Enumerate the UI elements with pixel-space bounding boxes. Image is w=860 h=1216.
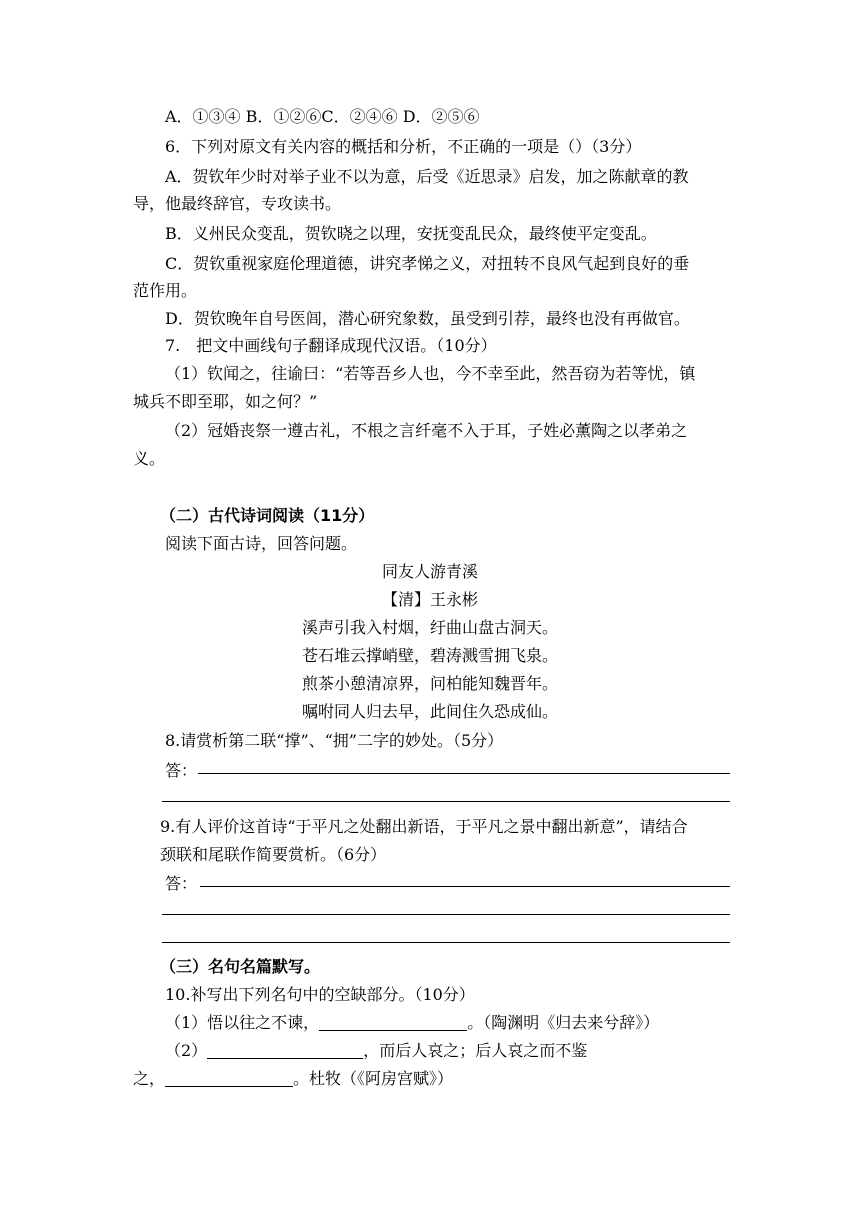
poem-line: 煎茶小憩清凉界，问柏能知魏晋年。 <box>301 674 558 693</box>
fill-blank[interactable] <box>319 1014 467 1031</box>
fill-blank[interactable] <box>207 1042 363 1059</box>
q6-stem: 6．下列对原文有关内容的概括和分析，不正确的一项是（）（3分） <box>165 137 642 156</box>
q8-answer-line[interactable] <box>162 801 730 802</box>
q6-option-a: A．贺钦年少时对举子业不以为意，后受《近思录》启发，加之陈献章的教 <box>165 167 689 186</box>
q6-option-c-cont: 范作用。 <box>133 281 198 300</box>
q5-options: A．①③④ B．①②⑥C．②④⑥ D．②⑤⑥ <box>165 107 480 126</box>
q7-stem: 7. 把文中画线句子翻译成现代汉语。（10分） <box>165 336 497 355</box>
poem-title: 同友人游青溪 <box>381 562 478 581</box>
q9-answer-line[interactable] <box>200 886 730 887</box>
section-2-heading: （二）古代诗词阅读（11分） <box>160 506 375 525</box>
q9-answer-label: 答： <box>165 874 198 893</box>
q8-stem: 8.请赏析第二联“撑”、“拥”二字的妙处。（5分） <box>165 731 504 750</box>
q9-answer-line[interactable] <box>162 914 730 915</box>
q10-item-2-prefix: （2） <box>165 1041 208 1060</box>
q10-item-2-line2-prefix: 之， <box>133 1069 166 1088</box>
q10-item-2-line2-suffix: 。杜牧（《阿房宫赋》） <box>293 1069 454 1088</box>
q7-sentence-1: （1）钦闻之，往谕曰：“若等吾乡人也，今不幸至此，然吾窃为若等忧，镇 <box>165 364 696 383</box>
poem-line: 溪声引我入村烟，纡曲山盘古洞天。 <box>301 618 558 637</box>
q9-stem: 9.有人评价这首诗“于平凡之处翻出新语，于平凡之景中翻出新意”，请结合 <box>160 817 688 836</box>
q6-option-d: D．贺钦晚年自号医闾，潜心研究象数，虽受到引荐，最终也没有再做官。 <box>165 309 690 328</box>
poem-author: 【清】王永彬 <box>381 590 478 609</box>
q10-item-2-mid: ，而后人哀之；后人哀之而不鉴 <box>363 1041 588 1060</box>
q9-answer-line[interactable] <box>162 942 730 943</box>
q10-item-1 <box>165 1012 659 1034</box>
q7-sentence-2: （2）冠婚丧祭一遵古礼，不根之言纤毫不入于耳，子姓必薰陶之以孝弟之 <box>165 421 688 440</box>
q10-item-1-prefix: （1）悟以往之不谏， <box>165 1013 320 1032</box>
q7-sentence-2-cont: 义。 <box>133 449 166 468</box>
poem-line: 嘱咐同人归去早，此间住久恐成仙。 <box>301 702 558 721</box>
poem-line: 苍石堆云撑峭壁，碧涛溅雪拥飞泉。 <box>301 646 558 665</box>
q10-item-2-cont <box>133 1068 453 1090</box>
section-3-heading: （三）名句名篇默写。 <box>160 957 321 976</box>
q10-stem: 10.补写出下列名句中的空缺部分。（10分） <box>165 985 475 1004</box>
fill-blank[interactable] <box>165 1070 293 1087</box>
q8-answer-line[interactable] <box>198 773 730 774</box>
q6-option-a-cont: 导，他最终辞官，专攻读书。 <box>133 194 342 213</box>
q9-stem-cont: 颈联和尾联作简要赏析。（6分） <box>160 845 387 864</box>
q6-option-b: B．义州民众变乱，贺钦晓之以理，安抚变乱民众，最终使平定变乱。 <box>165 224 657 243</box>
poem-instruction: 阅读下面古诗，回答问题。 <box>165 534 358 553</box>
q10-item-1-suffix: 。（陶渊明《归去来兮辞》） <box>467 1013 660 1032</box>
q7-sentence-1-cont: 城兵不即至耶，如之何？” <box>133 392 318 411</box>
q6-option-c: C．贺钦重视家庭伦理道德，讲究孝悌之义，对扭转不良风气起到良好的垂 <box>165 254 690 273</box>
q8-answer-label: 答： <box>165 761 198 780</box>
q10-item-2 <box>165 1040 587 1062</box>
